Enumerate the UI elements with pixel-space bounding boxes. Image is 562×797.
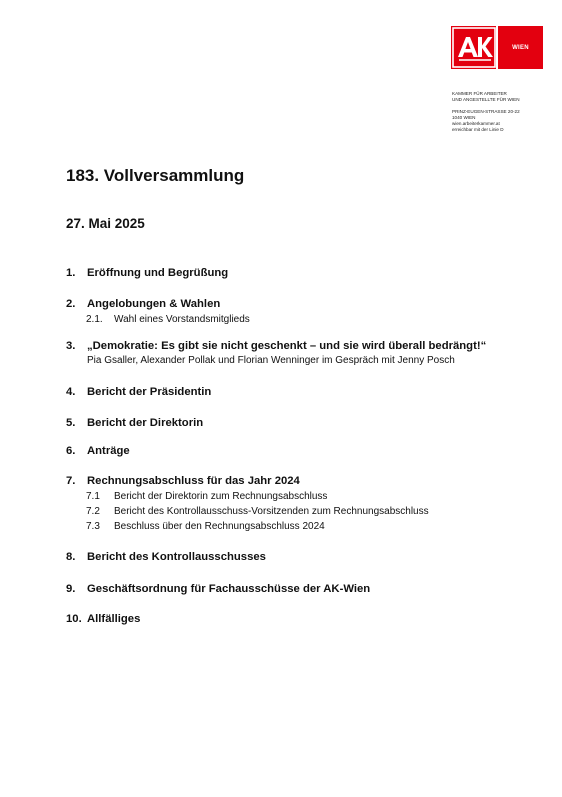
agenda-item-number: 1. <box>66 267 76 279</box>
website-link[interactable]: wien.arbeiterkammer.at <box>452 121 500 127</box>
agenda-item-number: 4. <box>66 386 76 398</box>
agenda-subitem-label: Bericht des Kontrollausschuss-Vorsitzenden zum Rechnungsabschluss <box>114 506 429 517</box>
agenda-item-label: „Demokratie: Es gibt sie nicht geschenkt – und sie wird überall bedrängt!“ <box>87 340 487 352</box>
address-line: PRINZ-EUGEN-STRASSE 20-22 <box>452 109 520 115</box>
address-line: KAMMER FÜR ARBEITER <box>452 91 507 96</box>
agenda-item-label: Eröffnung und Begrüßung <box>87 267 229 279</box>
agenda-item-label: Bericht der Direktorin <box>87 417 204 429</box>
agenda-item-number: 5. <box>66 417 76 429</box>
agenda-item-label: Anträge <box>87 445 130 457</box>
agenda-subitem-number: 2.1. <box>86 314 103 325</box>
agenda-item-label: Bericht des Kontrollausschusses <box>87 551 266 563</box>
meeting-date: 27. Mai 2025 <box>66 216 145 231</box>
agenda-subitem-number: 7.1 <box>86 491 100 502</box>
agenda-item-number: 2. <box>66 298 76 310</box>
agenda-subitem-label: Wahl eines Vorstandsmitglieds <box>114 314 250 325</box>
ak-wien-logo <box>451 26 543 69</box>
address-block <box>452 91 552 134</box>
agenda-subitem-label: Bericht der Direktorin zum Rechnungsabschluss <box>114 491 328 502</box>
agenda-subitem-label: Beschluss über den Rechnungsabschluss 2024 <box>114 521 325 532</box>
agenda-item-label: Geschäftsordnung für Fachausschüsse der AK-Wien <box>87 583 371 595</box>
agenda-item-label: Rechnungsabschluss für das Jahr 2024 <box>87 475 300 487</box>
address-line: UND ANGESTELLTE FÜR WIEN <box>452 97 520 103</box>
agenda-item-number: 7. <box>66 475 76 487</box>
agenda-item-label: Angelobungen & Wahlen <box>87 298 221 310</box>
agenda-item-number: 9. <box>66 583 76 595</box>
ak-logo-mark <box>451 26 496 69</box>
agenda-item-label: Allfälliges <box>87 613 141 625</box>
agenda-subitem-number: 7.2 <box>86 506 100 517</box>
page-title: 183. Vollversammlung <box>66 166 245 185</box>
address-line: 1040 WIEN <box>452 115 476 121</box>
logo-city-label: WIEN <box>498 26 543 69</box>
address-line: erreichbar mit der Linie D <box>452 127 504 133</box>
agenda-item-number: 8. <box>66 551 76 563</box>
agenda-item-number: 3. <box>66 340 76 352</box>
agenda-item-label: Bericht der Präsidentin <box>87 386 212 398</box>
agenda-item-number: 6. <box>66 445 76 457</box>
agenda-item-number: 10. <box>66 613 82 625</box>
ak-logo-icon <box>451 26 497 69</box>
agenda-subitem-number: 7.3 <box>86 521 100 532</box>
agenda-item-description: Pia Gsaller, Alexander Pollak und Florian Wenninger im Gespräch mit Jenny Posch <box>87 355 455 366</box>
